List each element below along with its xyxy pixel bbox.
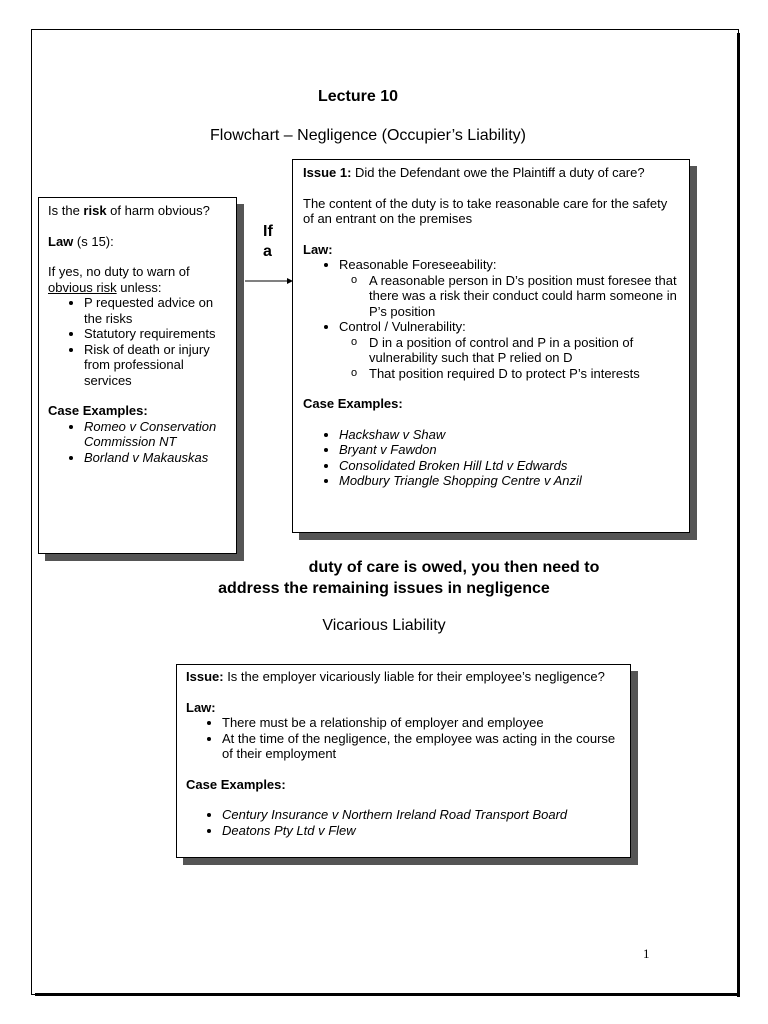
law-line: Law (s 15): [48,233,114,249]
list-item: • Hackshaw v Shaw [339,427,679,443]
case-list [186,807,621,838]
lecture-title: Lecture 10 [317,88,399,105]
page-number: 1 [643,946,650,961]
list-item: • Reasonable Foreseeability: o A reasonable person in D’s position must foresee that there was a risk their conduct could harm someone in P’s position [339,257,679,319]
list-item: • P requested advice on the risks [84,295,227,326]
list-item: • Risk of death or injury from professional services [84,342,227,389]
issue-line: Issue: Is the employer vicariously liable for their employee’s negligence? [186,669,605,684]
arrow-icon [245,277,295,285]
list-item: • At the time of the negligence, the employee was acting in the course of their employment [222,731,621,762]
flowchart-title: Flowchart – Negligence (Occupier’s Liability) [210,127,526,144]
law-list [186,715,621,762]
if-yes-line: If yes, no duty to warn of obvious risk unless: [48,264,190,295]
case-examples-label: Case Examples: [186,776,286,792]
duty-content: The content of the duty is to take reasonable care for the safety of an entrant on the premises [303,195,668,226]
connector-label: If a [263,223,273,260]
sub-item: o A reasonable person in D’s position must foresee that there was a risk their conduct could harm someone in P’s position [369,273,679,320]
case-list [303,427,679,489]
law-label: Law: [303,241,333,257]
list-item: • Statutory requirements [84,326,227,342]
law-label: Law: [186,699,216,715]
list-item: • Consolidated Broken Hill Ltd v Edwards [339,458,679,474]
list-item: • Modbury Triangle Shopping Centre v Anzil [339,473,679,489]
list-item: • There must be a relationship of employer and employee [222,715,621,731]
conclusion-line-2: address the remaining issues in negligence [218,580,550,597]
list-item: • Romeo v Conservation Commission NT [84,419,227,450]
case-examples-label: Case Examples: [48,403,148,418]
list-item: • Control / Vulnerability: o D in a position of control and P in a position of vulnerability such that P relied on D o That position required D to protect P’s interests [339,319,679,381]
sub-item: o That position required D to protect P’s interests [369,366,679,382]
risk-question: Is the risk of harm obvious? [48,203,210,218]
page-shadow-bottom [35,993,740,996]
issue-line: Issue 1: Did the Defendant owe the Plaintiff a duty of care? [303,165,645,180]
vicarious-liability-title: Vicarious Liability [322,617,446,634]
sub-item: o D in a position of control and P in a position of vulnerability such that P relied on D [369,335,679,366]
list-item: • Borland v Makauskas [84,450,227,466]
page-shadow-right [737,33,740,997]
case-examples-label: Case Examples: [303,396,403,411]
list-item: • Century Insurance v Northern Ireland Road Transport Board [222,807,621,823]
case-list [48,419,227,466]
obvious-risk-box [38,197,237,554]
list-item: • Bryant v Fawdon [339,442,679,458]
conclusion-line-1: duty of care is owed, you then need to [308,559,600,576]
exceptions-list [48,295,227,388]
law-list [303,257,679,381]
duty-of-care-box [292,159,690,533]
list-item: • Deatons Pty Ltd v Flew [222,823,621,839]
vicarious-liability-box [176,664,631,858]
